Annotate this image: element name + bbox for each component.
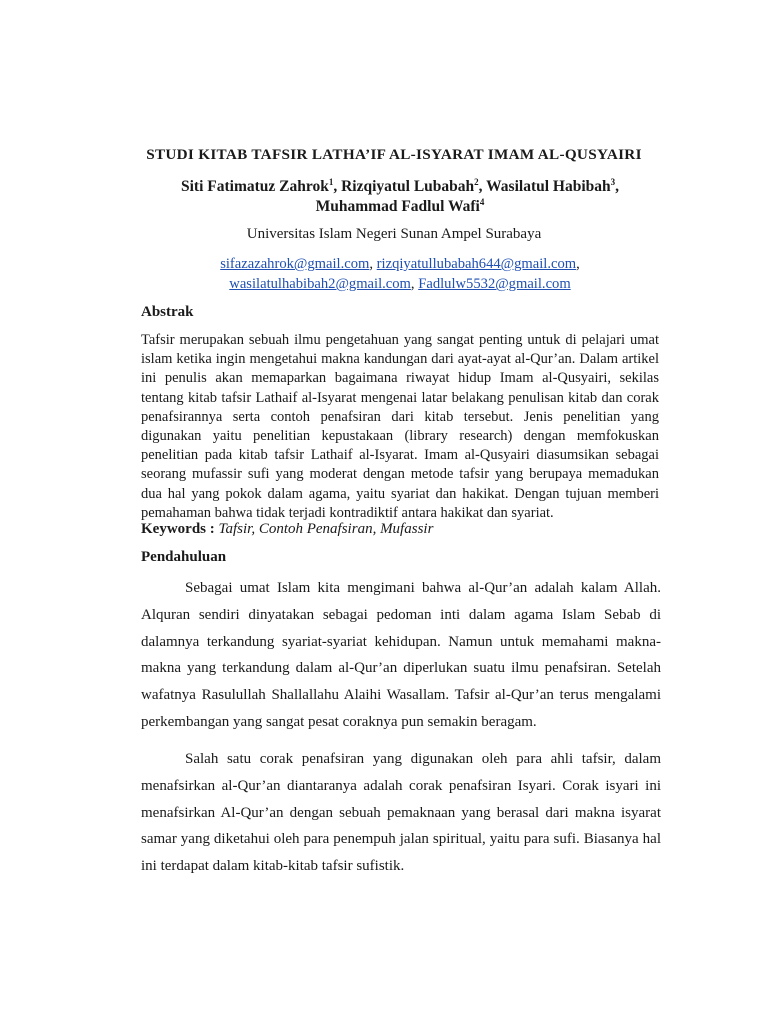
author-list: Siti Fatimatuz Zahrok$^1$, Rizqiyatul Lubabah$^2$, Wasilatul Habibah$^3$, Muhammad Fadlul Wafi$^4$ xyxy=(180,177,620,215)
keywords-label: Keywords : xyxy=(141,521,215,537)
author-affiliation-mark: 4 xyxy=(479,197,485,207)
email-separator: , xyxy=(410,276,419,292)
email-link[interactable]: Fadlulw5532@gmail.com xyxy=(418,276,571,292)
abstract-heading: Abstrak xyxy=(141,304,194,320)
email-link[interactable]: rizqiyatullubabah644@gmail.com xyxy=(376,256,577,272)
body-paragraph: Salah satu corak penafsiran yang digunakan oleh para ahli tafsir, dalam menafsirkan al-Qur’an diantaranya adalah corak penafsiran Isyari. Corak isyari ini menafsirkan Al-Qur’an dengan sebuah pemaknaan yang berasal dari makna isyarat samar yang diketahui oleh para penempuh jalan spiritual, yaitu para sufi. Biasanya hal ini terdapat dalam kitab-kitab tafsir sufistik. xyxy=(141,751,661,875)
keywords-values: Tafsir, Contoh Penafsiran, Mufassir xyxy=(218,521,434,537)
author-affiliation-mark: 2 xyxy=(474,177,479,187)
affiliation: Universitas Islam Negeri Sunan Ampel Surabaya xyxy=(246,226,542,242)
keywords-line xyxy=(141,521,433,538)
paper-title: STUDI KITAB TAFSIR LATHA’IF AL-ISYARAT IMAM AL-QUSYAIRI xyxy=(146,146,642,163)
email-link[interactable]: sifazazahrok@gmail.com xyxy=(220,256,370,272)
author-name: Muhammad Fadlul Wafi xyxy=(315,198,480,215)
author-affiliation-mark: 1 xyxy=(328,177,334,187)
email-separator: , xyxy=(369,256,377,272)
author-name: Rizqiyatul Lubabah xyxy=(341,178,475,195)
abstract-body: Tafsir merupakan sebuah ilmu pengetahuan yang sangat penting untuk di pelajari umat islam ketika ingin mengetahui makna kandungan dari ayat-ayat al-Qur’an. Dalam artikel ini penulis akan memaparkan bagaimana riwayat hidup Imam al-Qusyairi, sekilas tentang kitab tafsir Lathaif al-Isyarat mengenai latar belakang penulisan kitab dan corak penafsirannya serta contoh penafsiran dari kitab tersebut. Jenis penelitian yang digunakan yaitu penelitian kepustakaan (library research) dengan memfokuskan penelitian pada kitab tafsir Lathaif al-Isyarat. Imam al-Qusyairi diasumsikan sebagai seorang mufassir sufi yang moderat dengan metode tafsir yang berupaya memadukan dua hal yang pokok dalam agama, yaitu syariat dan hakikat. Dengan tujuan memberi pemahaman bahwa tidak terjadi kontradiktif antara hakikat dan syariat. xyxy=(141,332,659,521)
email-list: sifazazahrok@gmail.com, rizqiyatullubabah644@gmail.com, wasilatulhabibah2@gmail.com, Fadlulw5532@gmail.com xyxy=(220,256,580,292)
author-name: Wasilatul Habibah xyxy=(486,178,611,195)
author-affiliation-mark: 3 xyxy=(610,177,616,187)
introduction-heading: Pendahuluan xyxy=(141,549,227,565)
email-link[interactable]: wasilatulhabibah2@gmail.com xyxy=(229,276,411,292)
author-name: Siti Fatimatuz Zahrok xyxy=(180,178,329,195)
body-paragraph: Sebagai umat Islam kita mengimani bahwa al-Qur’an adalah kalam Allah. Alquran sendiri dinyatakan sebagai pedoman inti dalam agama Islam Sebab di dalamnya terkandung syariat-syariat kehidupan. Namun untuk memahami makna-makna yang terkandung dalam al-Qur’an diperlukan suatu ilmu penafsiran. Setelah wafatnya Rasulullah Shallallahu Alaihi Wasallam. Tafsir al-Qur’an terus mengalami perkembangan yang sangat pesat coraknya pun semakin beragam. xyxy=(141,580,661,730)
